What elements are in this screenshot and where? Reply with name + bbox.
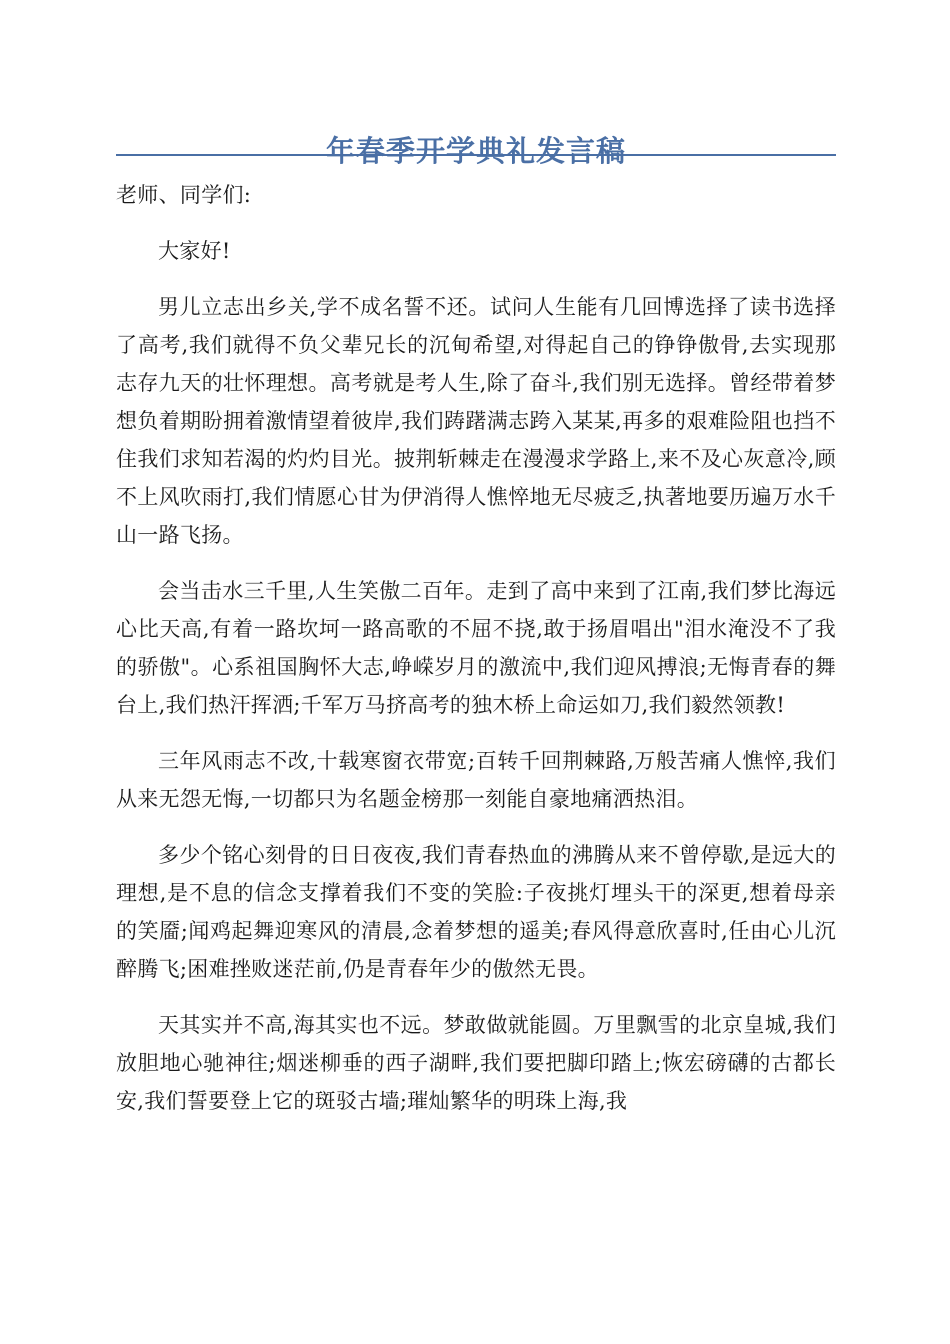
paragraph: 多少个铭心刻骨的日日夜夜,我们青春热血的沸腾从来不曾停歇,是远大的理想,是不息的信念支撑着我们不变的笑脸:子夜挑灯埋头干的深更,想着母亲的笑靥;闻鸡起舞迎寒风的清晨,念着梦想的遥美;春风得意欣喜时,任由心儿沉醉腾飞;困难挫败迷茫前,仍是青春年少的傲然无畏。 [116,843,836,981]
salutation: 老师、同学们: [116,183,252,207]
paragraph: 三年风雨志不改,十载寒窗衣带宽;百转千回荆棘路,万般苦痛人憔悴,我们从来无怨无悔,一切都只为名题金榜那一刻能自豪地痛洒热泪。 [116,749,836,811]
paragraph: 天其实并不高,海其实也不远。梦敢做就能圆。万里飘雪的北京皇城,我们放胆地心驰神往;烟迷柳垂的西子湖畔,我们要把脚印踏上;恢宏磅礴的古都长安,我们誓要登上它的斑驳古墙;璀灿繁华的明珠上海,我 [116,1013,836,1113]
document-body [116,176,836,1138]
greeting: 大家好! [158,239,231,263]
paragraph: 会当击水三千里,人生笑傲二百年。走到了高中来到了江南,我们梦比海远心比天高,有着一路坎坷一路高歌的不屈不挠,敢于扬眉唱出"泪水淹没不了我的骄傲"。心系祖国胸怀大志,峥嵘岁月的激流中,我们迎风搏浪;无悔青春的舞台上,我们热汗挥洒;千军万马挤高考的独木桥上命运如刀,我们毅然领教! [116,579,836,717]
paragraph: 男儿立志出乡关,学不成名誓不还。试问人生能有几回博选择了读书选择了高考,我们就得不负父辈兄长的沉甸希望,对得起自己的铮铮傲骨,去实现那志存九天的壮怀理想。高考就是考人生,除了奋斗,我们别无选择。曾经带着梦想负着期盼拥着激情望着彼岸,我们踌躇满志跨入某某,再多的艰难险阻也挡不住我们求知若渴的灼灼目光。披荆斩棘走在漫漫求学路上,来不及心灰意冷,顾不上风吹雨打,我们情愿心甘为伊消得人憔悴地无尽疲乏,执著地要历遍万水千山一路飞扬。 [116,295,836,547]
document-title: 年春季开学典礼发言稿 [325,134,626,169]
title-underline [116,154,836,156]
